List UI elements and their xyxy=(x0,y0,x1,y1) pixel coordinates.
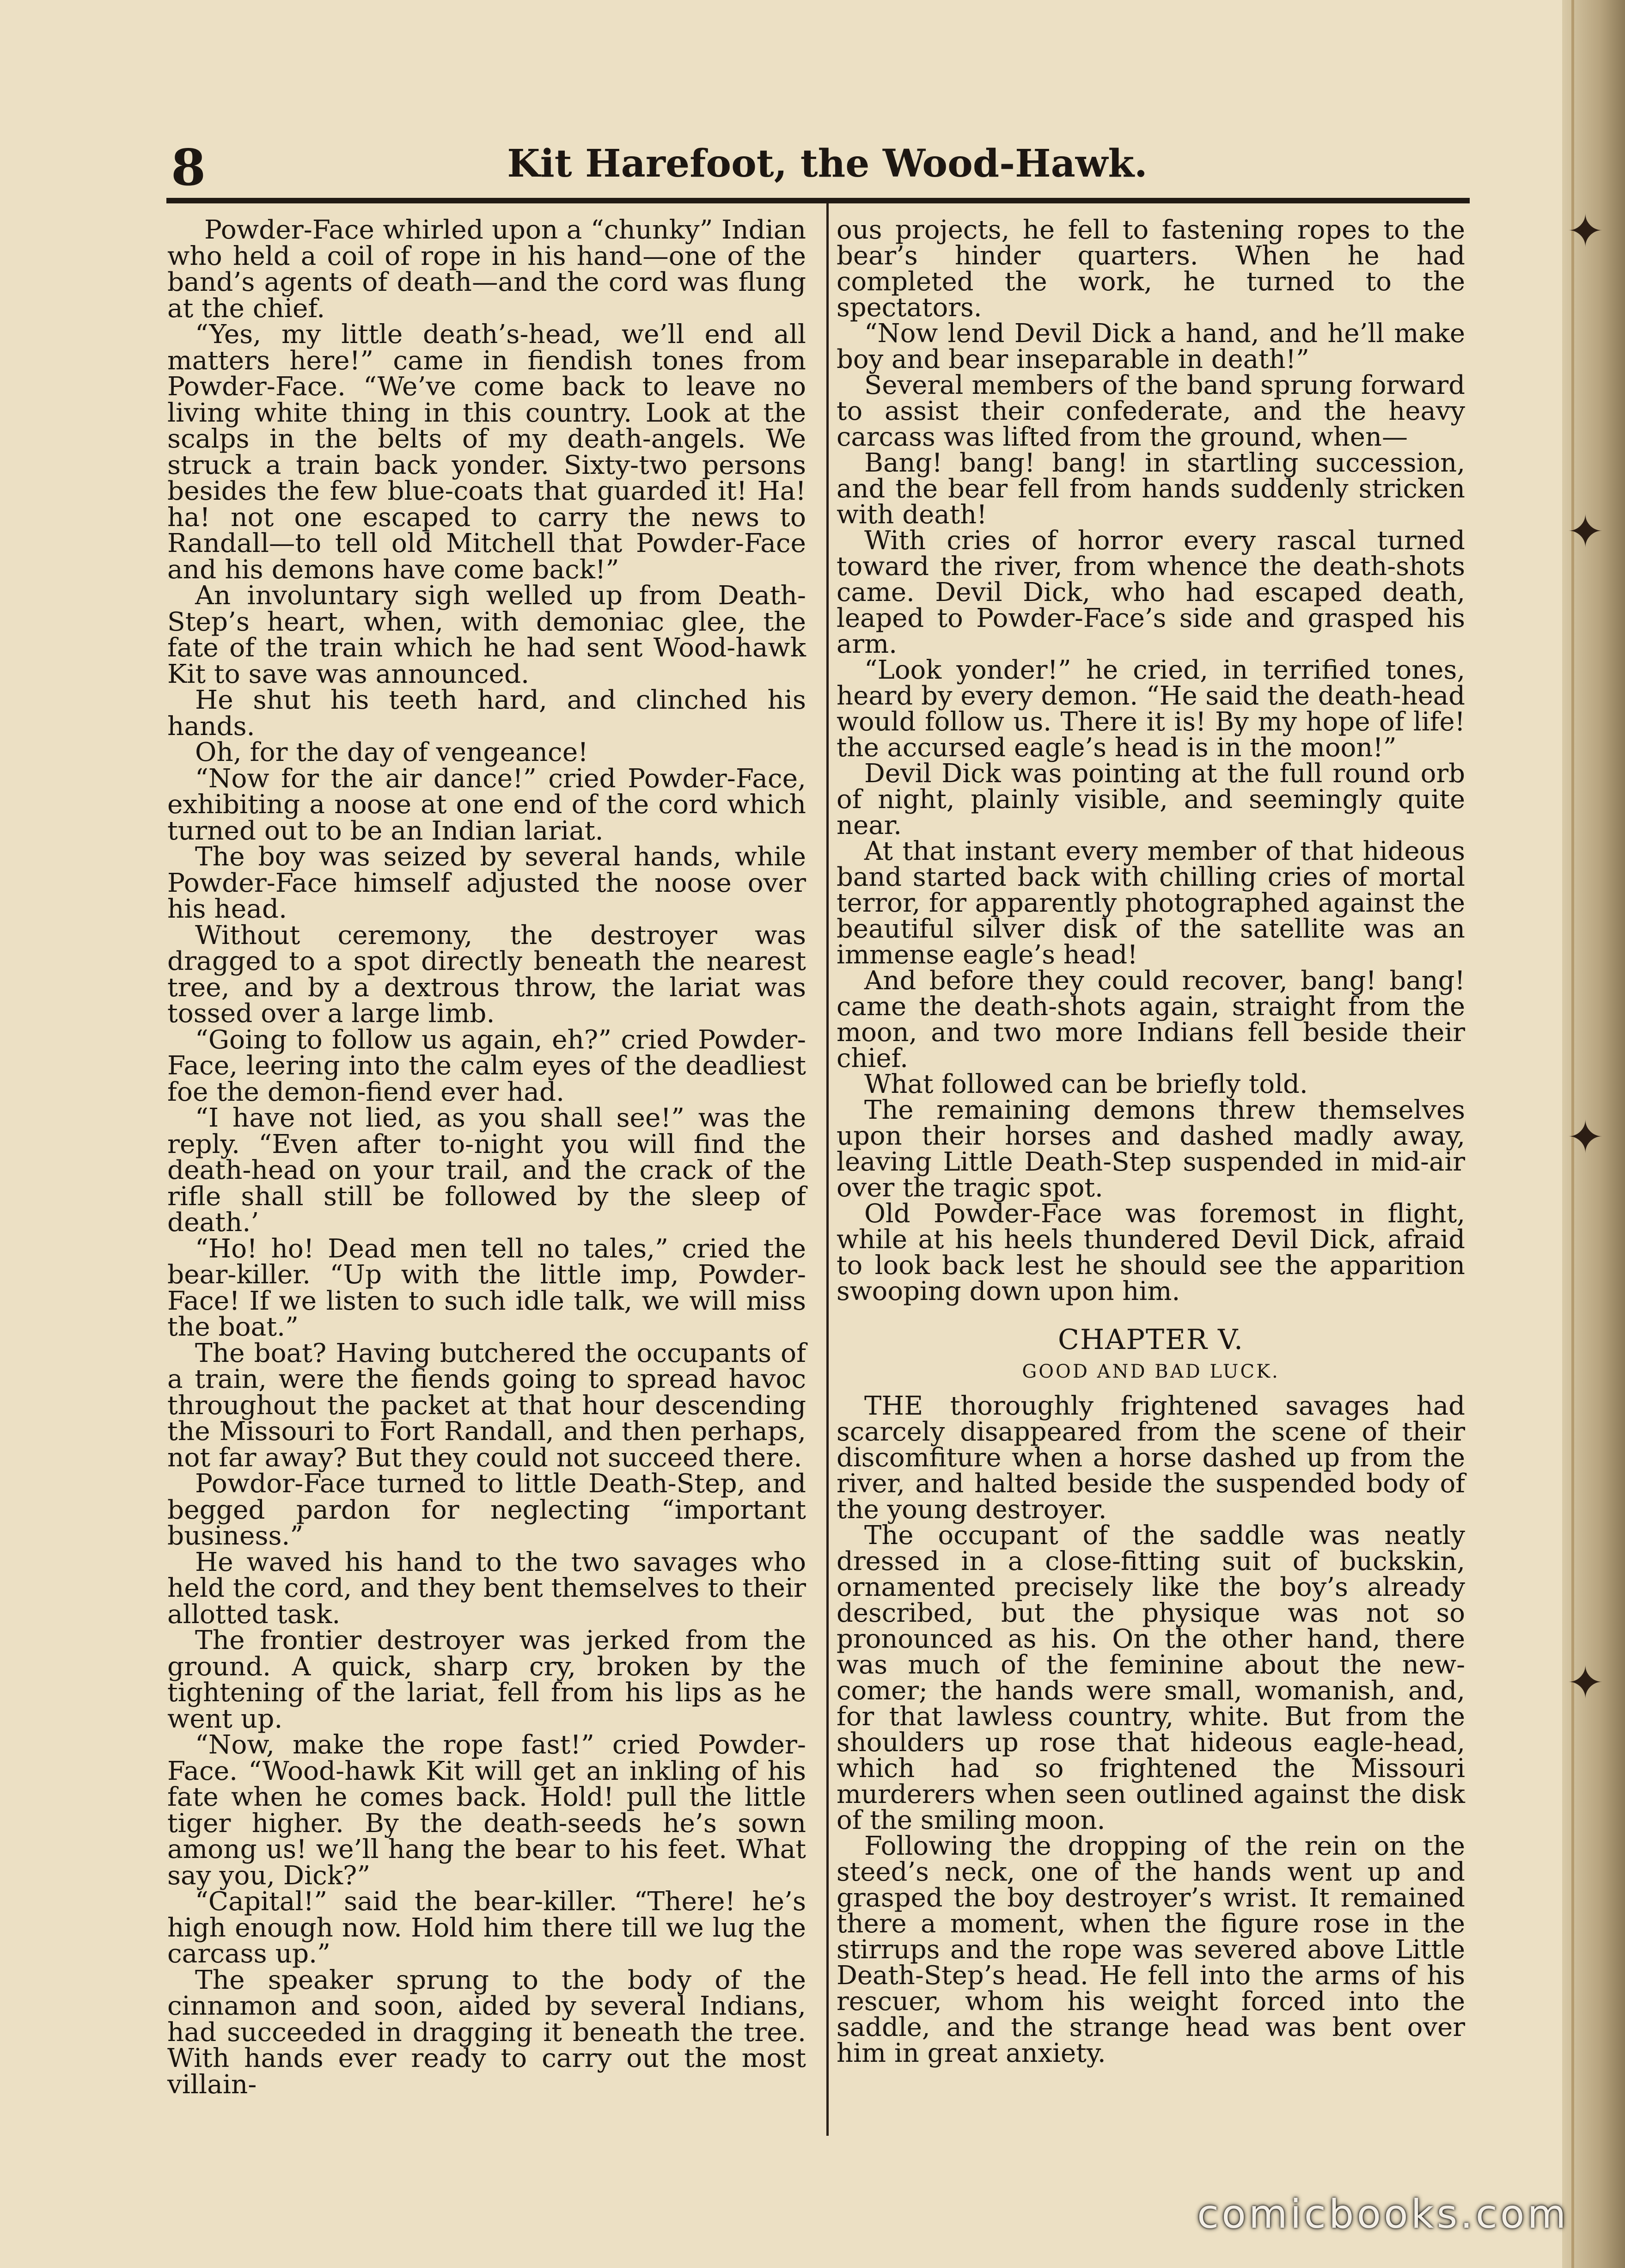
paragraph: At that instant every member of that hideous band started back with chilling cries of mortal terror, for apparently photographed against the beautiful silver disk of the satellite was an immense eagle’s head! xyxy=(837,836,1465,970)
paragraph: “Ho! ho! Dead men tell no tales,” cried the bear-killer. “Up with the little imp, Powder-Face! If we listen to such idle talk, we will miss the boat.” xyxy=(167,1233,806,1342)
paragraph: THE thoroughly frightened savages had scarcely disappeared from the scene of their discomfiture when a horse dashed up from the river, and halted beside the suspended body of the young destroyer. xyxy=(837,1391,1465,1525)
paragraph: Devil Dick was pointing at the full round orb of night, plainly visible, and seemingly quite near. xyxy=(837,759,1465,840)
paragraph: Old Powder-Face was foremost in flight, while at his heels thundered Devil Dick, afraid to look back lest he should see the apparition swooping down upon him. xyxy=(837,1199,1465,1306)
paragraph: Several members of the band sprung forward to assist their confederate, and the heavy carcass was lifted from the ground, when— xyxy=(837,370,1465,452)
paragraph: He waved his hand to the two savages who held the cord, and they bent themselves to their allotted task. xyxy=(167,1547,806,1630)
paragraph: The remaining demons threw themselves upon their horses and dashed madly away, leaving Little Death-Step suspended in mid-air over the tragic spot. xyxy=(837,1095,1465,1203)
staple-icon: ✦ xyxy=(1567,1657,1604,1709)
page-number: 8 xyxy=(171,139,206,197)
paragraph: Following the dropping of the rein on the steed’s neck, one of the hands went up and grasped the boy destroyer’s wrist. It remained there a moment, when the figure rose in the stirrups and the rope was severed above Little Death-Step’s head. He fell into the arms of his rescuer, whom his weight forced into the saddle, and the strange head was bent over him in great anxiety. xyxy=(837,1831,1465,2068)
right-column xyxy=(837,217,1465,2066)
staple-icon: ✦ xyxy=(1567,205,1604,257)
paragraph: “Now lend Devil Dick a hand, and he’ll make boy and bear inseparable in death!” xyxy=(837,319,1465,374)
paragraph: Powder-Face whirled upon a “chunky” Indian who held a coil of rope in his hand—one of the band’s agents of death—and the cord was flung at the chief. xyxy=(167,215,806,324)
paragraph: “Capital!” said the bear-killer. “There! he’s high enough now. Hold him there till we lug the carcass up.” xyxy=(167,1887,806,1969)
paragraph: “Now, make the rope fast!” cried Powder-Face. “Wood-hawk Kit will get an inkling of his fate when he comes back. Hold! pull the little tiger higher. By the death-seeds he’s sown among us! we’ll hang the bear to his feet. What say you, Dick?” xyxy=(167,1730,806,1891)
paragraph: The speaker sprung to the body of the cinnamon and soon, aided by several Indians, had succeeded in dragging it beneath the tree. With hands ever ready to carry out the most villain- xyxy=(167,1965,806,2100)
paragraph: The boy was seized by several hands, while Powder-Face himself adjusted the noose over his head. xyxy=(167,842,806,924)
page-header xyxy=(166,139,1488,197)
paragraph: The frontier destroyer was jerked from the ground. A quick, sharp cry, broken by the tightening of the lariat, fell from his lips as he went up. xyxy=(167,1625,806,1734)
paragraph: He shut his teeth hard, and clinched his hands. xyxy=(167,685,806,742)
paragraph: “I have not lied, as you shall see!” was the reply. “Even after to-night you will find the death-head on your trail, and the crack of the rifle shall still be followed by the sleep of death.’ xyxy=(167,1103,806,1238)
paragraph: “Going to follow us again, eh?” cried Powder-Face, leering into the calm eyes of the deadliest foe the demon-fiend ever had. xyxy=(167,1024,806,1107)
staple-icon: ✦ xyxy=(1567,506,1604,558)
paragraph: Powdor-Face turned to little Death-Step, and begged pardon for neglecting “important business.” xyxy=(167,1469,806,1551)
paragraph: An involuntary sigh welled up from Death-Step’s heart, when, with demoniac glee, the fate of the train which he had sent Wood-hawk Kit to save was announced. xyxy=(167,581,806,689)
left-column xyxy=(167,217,806,2098)
paragraph: And before they could recover, bang! bang! came the death-shots again, straight from the moon, and two more Indians fell beside their chief. xyxy=(837,966,1465,1073)
paragraph: The occupant of the saddle was neatly dressed in a close-fitting suit of buckskin, ornamented precisely like the boy’s already described, but the physique was not so pronounced as his. On the other hand, there was much of the feminine about the new-comer; the hands were small, womanish, and, for that lawless country, white. But from the shoulders up rose that hideous eagle-head, which had so frightened the Missouri murderers when seen outlined against the disk of the smiling moon. xyxy=(837,1520,1465,1835)
paragraph: Bang! bang! bang! in startling succession, and the bear fell from hands suddenly stricken with death! xyxy=(837,448,1465,530)
paragraph: Oh, for the day of vengeance! xyxy=(195,737,588,767)
staple-icon: ✦ xyxy=(1567,1111,1604,1163)
chapter-subtitle: GOOD AND BAD LUCK. xyxy=(1022,1361,1280,1382)
chapter-heading: CHAPTER V. xyxy=(1058,1324,1244,1356)
paragraph: Without ceremony, the destroyer was dragged to a spot directly beneath the nearest tree, and by a dextrous throw, the lariat was tossed over a large limb. xyxy=(167,920,806,1029)
column-divider xyxy=(826,203,829,2136)
paragraph: “Look yonder!” he cried, in terrified tones, heard by every demon. “He said the death-head would follow us. There it is! By my hope of life! the accursed eagle’s head is in the moon!” xyxy=(837,655,1465,763)
paragraph: The boat? Having butchered the occupants of a train, were the fiends going to spread havoc throughout the packet at that hour descending the Missouri to Fort Randall, and then perhaps, not far away? But they could not succeed there. xyxy=(167,1338,806,1473)
paragraph: What followed can be briefly told. xyxy=(864,1069,1308,1099)
site-watermark: comicbooks.com xyxy=(1197,2191,1569,2237)
paragraph: “Yes, my little death’s-head, we’ll end all matters here!” came in fiendish tones from Powder-Face. “We’ve come back to leave no living white thing in this country. Look at the scalps in the belts of my death-angels. We struck a train back yonder. Sixty-two persons besides the few blue-coats that guarded it! Ha! ha! not one escaped to carry the news to Randall—to tell old Mitchell that Powder-Face and his demons have come back!” xyxy=(167,319,806,585)
running-title: Kit Harefoot, the Wood-Hawk. xyxy=(507,141,1148,186)
header-rule xyxy=(166,198,1470,203)
paragraph: ous projects, he fell to fastening ropes to the bear’s hinder quarters. When he had completed the work, he turned to the spectators. xyxy=(837,215,1465,323)
paragraph: “Now for the air dance!” cried Powder-Face, exhibiting a noose at one end of the cord which turned out to be an Indian lariat. xyxy=(167,763,806,846)
paragraph: With cries of horror every rascal turned toward the river, from whence the death-shots came. Devil Dick, who had escaped death, leaped to Powder-Face’s side and grasped his arm. xyxy=(837,526,1465,659)
